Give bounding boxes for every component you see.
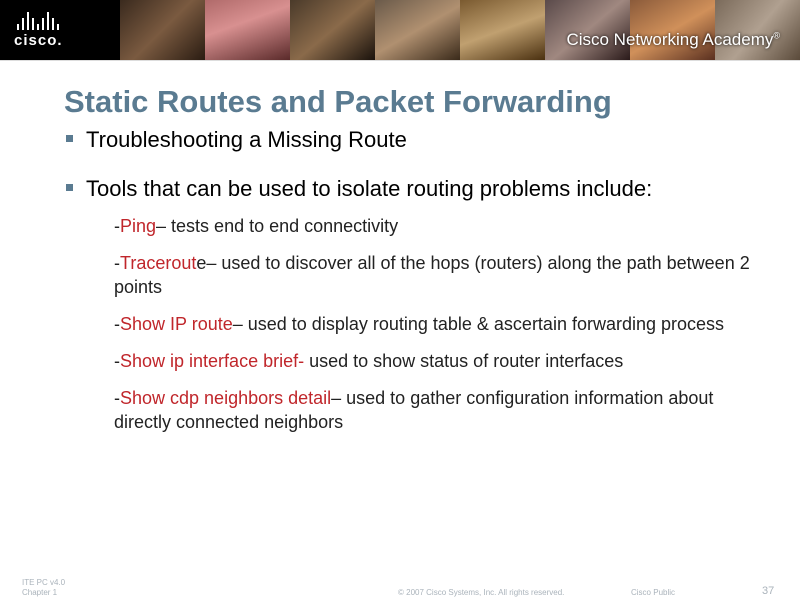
tool-name: Show ip interface brief-: [120, 351, 305, 371]
tool-item-show-ip-route: [114, 312, 764, 336]
bullet-item: [64, 175, 764, 202]
tool-dash: -: [114, 388, 120, 408]
slide-content: [64, 124, 764, 447]
tool-item-ping: [114, 214, 764, 238]
bullet-square-icon: [66, 135, 73, 142]
tool-dash: -: [114, 314, 120, 334]
tools-list: [114, 214, 764, 434]
header-photo: [375, 0, 460, 60]
tool-dash: -: [114, 351, 120, 371]
tool-name-rest: e: [196, 253, 207, 273]
tool-description: – used to discover all of the hops (routers) along the path between 2 points: [114, 253, 750, 297]
tool-name: Show cdp neighbors detail: [120, 388, 332, 408]
tool-item-show-ip-interface-brief: [114, 349, 764, 373]
tool-dash: -: [114, 216, 120, 236]
tool-name: Ping: [120, 216, 157, 236]
tool-item-show-cdp-neighbors-detail: [114, 386, 764, 434]
page-number: 37: [762, 585, 775, 597]
header-banner: [0, 0, 800, 60]
footer-copyright: © 2007 Cisco Systems, Inc. All rights reserved.: [398, 588, 565, 597]
registered-mark: ®: [773, 30, 780, 41]
footer-chapter: Chapter 1: [22, 588, 58, 597]
tool-name: Show IP route: [120, 314, 233, 334]
bullet-text: Tools that can be used to isolate routing problems include:: [86, 176, 653, 201]
cisco-logo-text: cisco.: [14, 32, 63, 49]
header-photo: [290, 0, 375, 60]
bullet-item: [64, 126, 764, 153]
header-photo: [120, 0, 205, 60]
tool-item-traceroute: [114, 251, 764, 299]
cisco-logo: [14, 12, 74, 48]
bullet-text: Troubleshooting a Missing Route: [86, 127, 407, 152]
tool-description: used to show status of router interfaces: [304, 351, 624, 371]
tool-dash: -: [114, 253, 120, 273]
header-photo: [460, 0, 545, 60]
tool-description: – used to gather configuration information about directly connected neighbors: [114, 388, 714, 432]
academy-wordmark: [566, 30, 780, 50]
tool-description: – tests end to end connectivity: [156, 216, 399, 236]
footer-course: ITE PC v4.0: [22, 578, 66, 587]
tool-name: Tracerout: [120, 253, 197, 273]
footer-classification: Cisco Public: [631, 588, 676, 597]
tool-description: – used to display routing table & ascertain forwarding process: [232, 314, 725, 334]
header-photo: [205, 0, 290, 60]
cisco-bars-icon: [17, 12, 74, 30]
header-divider: [0, 60, 800, 61]
bullet-square-icon: [66, 184, 73, 191]
slide-title: Static Routes and Packet Forwarding: [64, 84, 612, 119]
footer-course-info: [22, 578, 65, 598]
academy-text: Cisco Networking Academy: [566, 30, 774, 49]
